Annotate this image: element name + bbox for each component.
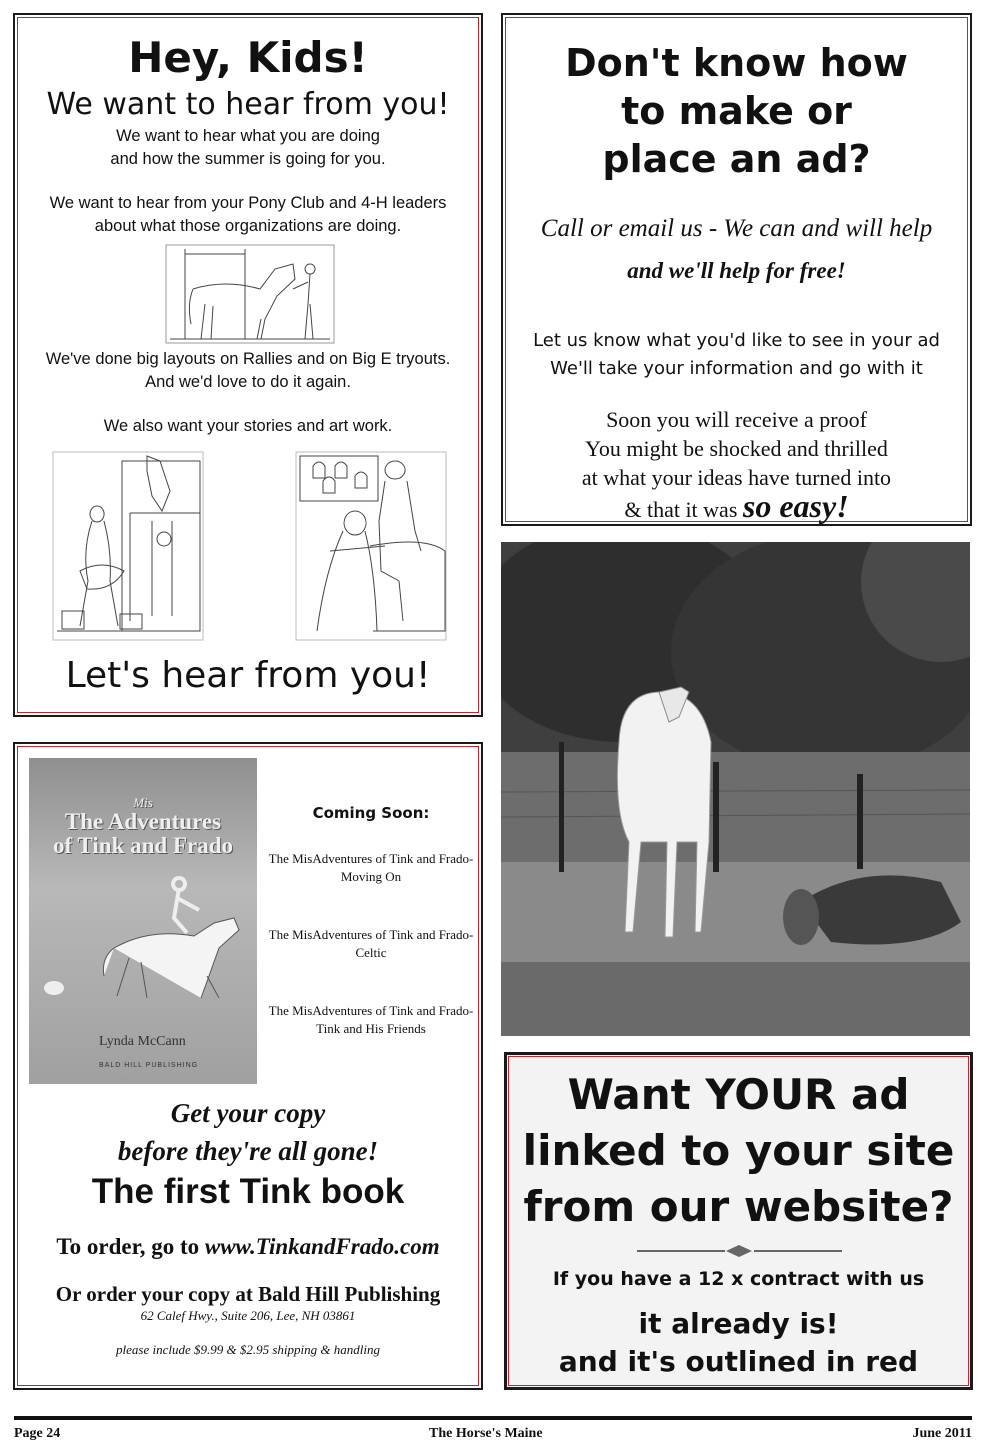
- ad-help-info-line-1: Let us know what you'd like to see in your ad: [533, 330, 940, 351]
- publication-name: The Horse's Maine: [429, 1426, 543, 1441]
- upcoming-book-1: [259, 850, 483, 886]
- page-number: Page 24: [14, 1426, 61, 1441]
- upcoming-book-3-line-1: The MisAdventures of Tink and Frado-: [268, 1003, 474, 1018]
- upcoming-book-1-line-2: Moving On: [340, 869, 402, 884]
- ad-help-free-line: and we'll help for free!: [627, 258, 846, 283]
- ornament-divider-icon: [637, 1245, 842, 1257]
- girl-riding-horse-illustration: [29, 858, 257, 1008]
- ad-help-call-line: Call or email us - We can and will help: [540, 215, 933, 242]
- kids-para-4: We also want your stories and art work.: [103, 417, 393, 435]
- website-ad-heading-line-3: from our website?: [523, 1182, 954, 1231]
- page-footer: [14, 1416, 972, 1448]
- ad-help-heading-line-3: place an ad?: [602, 137, 871, 181]
- book-cover-publisher: BALD HILL PUBLISHING: [99, 1062, 199, 1069]
- horse-in-pasture-photo: [501, 542, 970, 1036]
- order-line: [15, 1234, 481, 1260]
- website-ad-heading-line-1: Want YOUR ad: [567, 1070, 910, 1119]
- kids-ad-closing: Let's hear from you!: [65, 655, 431, 696]
- ad-help-proof-text: [503, 405, 970, 524]
- kids-para-2-line-2: about what those organizations are doing.: [94, 217, 402, 235]
- ad-help-heading: [503, 39, 970, 183]
- get-your-copy-line-2: before they're all gone!: [117, 1136, 379, 1166]
- upcoming-book-1-line-1: The MisAdventures of Tink and Frado-: [268, 851, 474, 866]
- outlined-line: and it's outlined in red: [558, 1345, 919, 1378]
- get-your-copy: [15, 1094, 481, 1170]
- ad-help-soon-prefix: & that it was: [624, 497, 738, 522]
- book-cover-title: [29, 796, 257, 858]
- ad-help-soon-line-3: at what your ideas have turned into: [581, 465, 892, 490]
- ad-help-info-line-2: We'll take your information and go with it: [550, 358, 923, 379]
- book-ad: [13, 742, 483, 1390]
- order-alt-line: Or order your copy at Bald Hill Publishing: [55, 1282, 441, 1306]
- first-tink-book: The first Tink book: [91, 1172, 405, 1211]
- already-linked: [507, 1305, 970, 1381]
- contract-line: If you have a 12 x contract with us: [552, 1268, 925, 1290]
- publisher-address: 62 Calef Hwy., Suite 206, Lee, NH 03861: [140, 1308, 356, 1323]
- book-cover-title-line-1: The Adventures: [64, 809, 222, 834]
- kids-ad-subtitle: We want to hear from you!: [46, 87, 450, 122]
- kids-para-1: [15, 125, 481, 171]
- coming-soon-heading: Coming Soon:: [312, 804, 430, 822]
- upcoming-book-2-line-1: The MisAdventures of Tink and Frado-: [268, 927, 474, 942]
- kids-ad-title: Hey, Kids!: [128, 33, 368, 82]
- book-cover-author: Lynda McCann: [99, 1034, 186, 1049]
- ad-help-heading-line-2: to make or: [621, 89, 852, 133]
- order-prefix: To order, go to: [56, 1234, 200, 1259]
- ad-help-soon-line-1: Soon you will receive a proof: [606, 407, 867, 432]
- upcoming-book-2: [259, 926, 483, 962]
- ad-help-soon-line-2: You might be shocked and thrilled: [585, 436, 888, 461]
- upcoming-book-3-line-2: Tink and His Friends: [316, 1021, 426, 1036]
- book-cover: [29, 758, 257, 1084]
- ad-help-heading-line-1: Don't know how: [565, 41, 908, 85]
- book-cover-mis: Mis: [133, 795, 153, 810]
- kids-ad: [13, 13, 483, 717]
- kids-para-1-line-1: We want to hear what you are doing: [116, 127, 380, 145]
- get-your-copy-line-1: Get your copy: [170, 1098, 326, 1128]
- kids-para-2: [15, 192, 481, 238]
- kids-para-3-line-2: And we'd love to do it again.: [145, 373, 351, 391]
- kids-para-2-line-1: We want to hear from your Pony Club and 4-H leaders: [49, 194, 447, 212]
- website-link-ad: [504, 1052, 973, 1390]
- kids-para-1-line-2: and how the summer is going for you.: [110, 150, 386, 168]
- girl-riding-lesson-sketch: [295, 451, 447, 641]
- ad-help-so-easy: so easy!: [742, 488, 849, 524]
- website-ad-heading: [507, 1067, 970, 1235]
- upcoming-book-3: [259, 1002, 483, 1038]
- issue-date: June 2011: [912, 1426, 972, 1441]
- girl-with-saddle-sketch: [52, 451, 204, 641]
- book-cover-title-line-2: of Tink and Frado: [52, 833, 234, 858]
- ad-help-soon-line-4: [503, 488, 970, 524]
- already-line: it already is!: [638, 1307, 839, 1340]
- ad-help-info: [503, 327, 970, 383]
- kids-para-3: [15, 348, 481, 394]
- order-url-link[interactable]: www.TinkandFrado.com: [204, 1234, 440, 1259]
- website-ad-heading-line-2: linked to your site: [522, 1126, 955, 1175]
- upcoming-book-2-line-2: Celtic: [355, 945, 387, 960]
- price-note: please include $9.99 & $2.95 shipping & handling: [116, 1342, 380, 1357]
- horse-grooming-sketch: [165, 244, 335, 344]
- kids-para-3-line-1: We've done big layouts on Rallies and on Big E tryouts.: [45, 350, 451, 368]
- ad-help-box: [501, 13, 972, 526]
